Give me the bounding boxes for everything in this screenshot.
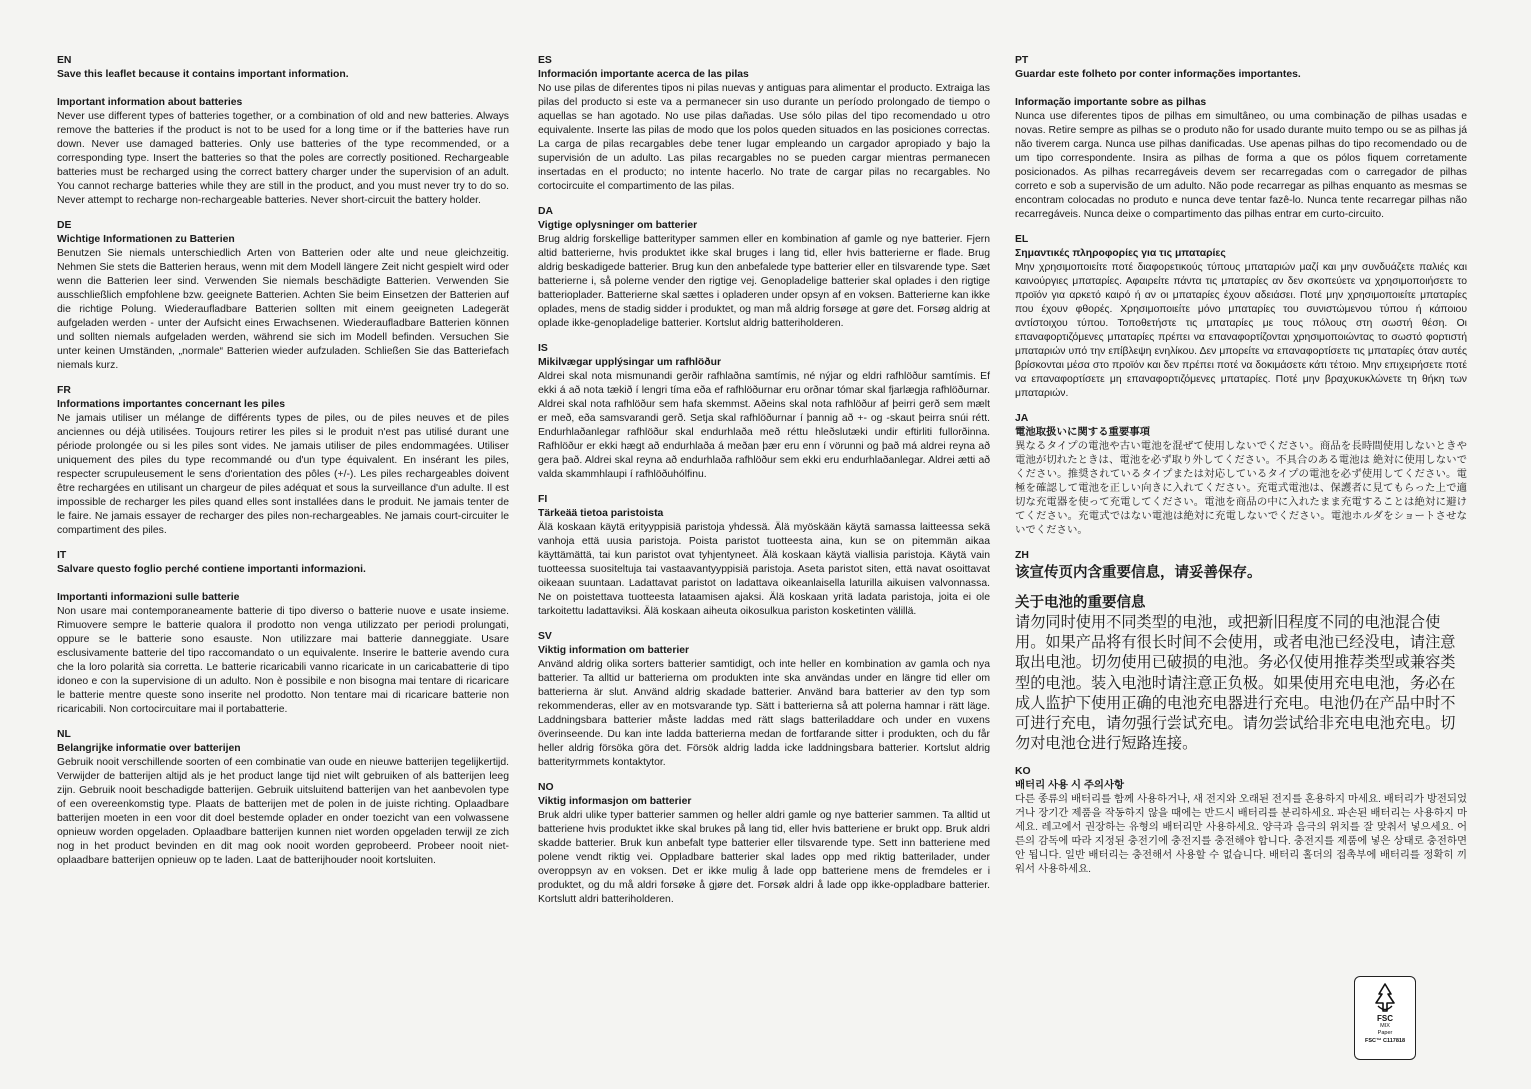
section-es	[538, 54, 990, 194]
section-heading-es: Información importante acerca de las pilas	[538, 69, 749, 80]
fsc-license-code: FSC™ C117818	[1364, 1038, 1406, 1044]
section-nl	[57, 728, 509, 868]
language-code-ko: KO	[1015, 766, 1031, 778]
section-body-is: Aldrei skal nota mismunandi gerðir rafhlaðna samtímis, né nýjar og eldri rafhlöður samtímis. Ef ekki á að nota tækið í lengri tíma eða ef rafhlöðurnar eru orðnar tómar skal fjarlægja rafhlöðurnar. Aldrei skal nota rafhlöður sem hafa skemmst. Aðeins skal nota rafhlöður af þeirri gerð sem mælt er með, eða samsvarandi gerð. Setja skal rafhlöðurnar í þannig að +- og -skaut þeirra snúi rétt. Endurhlaðanlegar rafhlöður skal endurhlaða með réttu hleðslutæki undir eftirliti fullorðinna. Rafhlöður er ekki hægt að endurhlaða á meðan þær eru enn í vörunni og það má aldrei reyna að gera það. Aldrei skal reyna að endurhlaða rafhlöður sem ekki eru endurhlaðanlegar. Aldrei ætti að valda skammhlaupi í rafhlöðuhólfinu.	[538, 371, 990, 480]
section-body-da: Brug aldrig forskellige batterityper sammen eller en kombination af gamle og nye batterier. Fjern altid batterierne, hvis produktet ikke skal bruges i lang tid, eller hvis batterierne er flade. Brug aldrig beskadigede batterier. Brug kun den anbefalede type batterier eller en tilsvarende type. Sæt batterierne i, så polerne vender den rigtige vej. Genopladelige batterier skal oplades i den rigtige batterioplader. Batterierne skal sættes i opladeren under opsyn af en voksen. Batterierne kan ikke oplades, mens de stadig sidder i produktet, og man må aldrig forsøge at gøre det. Forsøg aldrig at oplade ikke-genopladelige batterier. Kortslut aldrig batteriholderen.	[538, 234, 990, 329]
section-is	[538, 342, 990, 482]
section-body-pt: Nunca use diferentes tipos de pilhas em simultâneo, ou uma combinação de pilhas usadas e novas. Retire sempre as pilhas se o produto não for usado durante muito tempo ou se as pilhas já não tiverem carga. Nunca use pilhas danificadas. Use apenas pilhas do tipo recomendado ou de um tipo correspondente. Insira as pilhas de forma a que os pólos fiquem corretamente posicionados. As pilhas recarregáveis devem ser recarregadas com o carregador de pilhas correto e sob a supervisão de um adulto. Não pode recarregar as pilhas enquanto as mesmas se encontram colocadas no produto e nunca deve tentar fazê-lo. Nunca tente recarregar pilhas não recarregáveis. Nunca deixe o compartimento das pilhas entrar em curto-circuito.	[1015, 111, 1467, 220]
language-code-da: DA	[538, 206, 554, 217]
section-ja	[1015, 412, 1467, 538]
language-code-zh: ZH	[1015, 550, 1029, 561]
language-code-ja: JA	[1015, 413, 1029, 424]
section-heading-pt: Informação importante sobre as pilhas	[1015, 97, 1207, 108]
language-code-pt: PT	[1015, 55, 1029, 66]
column-3	[1015, 54, 1467, 888]
language-code-sv: SV	[538, 631, 552, 642]
column-1	[57, 54, 509, 879]
section-sv	[538, 630, 990, 770]
section-heading-no: Viktig informasjon om batterier	[538, 796, 692, 807]
language-code-el: EL	[1015, 234, 1029, 245]
fsc-paper: Paper	[1377, 1030, 1393, 1036]
section-heading-nl: Belangrijke informatie over batterijen	[57, 743, 241, 754]
section-body-nl: Gebruik nooit verschillende soorten of een combinatie van oude en nieuwe batterijen tegelijkertijd. Verwijder de batterijen altijd als je het product lange tijd niet wilt gebruiken of als batterijen leeg zijn. Gebruik nooit beschadigde batterijen. Gebruik uitsluitend batterijen van het aanbevolen type of een overeenkomstig type. Plaats de batterijen met de polen in de juiste richting. Oplaadbare batterijen moeten in een voor dit doel bestemde oplader en onder toezicht van een volwassene opnieuw worden opgeladen. Oplaadbare batterijen kunnen niet worden opgeladen terwijl ze zich nog in het product bevinden en dit mag ook nooit worden geprobeerd. Probeer nooit niet-oplaadbare batterijen opnieuw op te laden. Laat de batterijhouder nooit kortsluiten.	[57, 757, 509, 866]
section-fi	[538, 493, 990, 619]
fsc-logo	[1354, 976, 1416, 1060]
section-zh	[1015, 549, 1467, 754]
language-code-es: ES	[538, 55, 552, 66]
section-it	[57, 549, 509, 717]
section-body-fi: Älä koskaan käytä erityyppisiä paristoja yhdessä. Älä myöskään käytä samassa laitteessa sekä vanhoja että uusia paristoja. Poista paristot tuotteesta aina, kun se on pitemmän aikaa käyttämättä, tai kun paristot ovat tyhjentyneet. Älä koskaan käytä viallisia paristoja. Käytä vain tuotteessa suositeltuja tai vastaavantyyppisiä paristoja. Aseta paristot siten, että navat osoittavat oikeaan suuntaan. Ladattavat paristot on ladattava oikeanlaisella laturilla aikuisen valvonnassa. Ne on poistettava tuotteesta lataamisen ajaksi. Älä koskaan yritä ladata paristoja, joita ei ole tarkoitettu ladattaviksi. Älä koskaan aiheuta oikosulkua pariston kosketinten välillä.	[538, 522, 990, 617]
section-da	[538, 205, 990, 331]
section-heading-sv: Viktig information om batterier	[538, 645, 690, 656]
fsc-brand: FSC	[1377, 1014, 1393, 1023]
section-body-fr: Ne jamais utiliser un mélange de différents types de piles, ou de piles neuves et de piles anciennes ou déjà utilisées. Toujours retirer les piles si le produit n'est pas utilisé durant une période prolongée ou si les piles sont vides. Ne jamais utiliser de piles endommagées. Utiliser uniquement des piles du type recommandé ou d'un type équivalent. En insérant les piles, respecter scrupuleusement le sens d'orientation des pôles (+/-). Les piles rechargeables doivent être rechargées en utilisant un chargeur de piles adéquat et sous la surveillance d'un adulte. Il est impossible de recharger les piles quand elles sont installées dans le produit. Ne jamais tenter de le faire. Ne jamais essayer de recharger des piles non-rechargeables. Ne jamais court-circuiter le compartiment des piles.	[57, 413, 509, 536]
section-de	[57, 219, 509, 373]
fsc-mix: MIX	[1380, 1023, 1390, 1029]
section-heading-it: Importanti informazioni sulle batterie	[57, 592, 240, 603]
language-code-nl: NL	[57, 729, 71, 740]
section-heading-de: Wichtige Informationen zu Batterien	[57, 234, 235, 245]
section-heading-fi: Tärkeää tietoa paristoista	[538, 508, 664, 519]
language-code-en: EN	[57, 55, 72, 66]
section-el	[1015, 233, 1467, 401]
section-heading-zh: 关于电池的重要信息	[1015, 595, 1146, 611]
section-body-ja: 異なるタイプの電池や古い電池を混ぜて使用しないでください。商品を長時間使用しないときや電池が切れたときは、電池を必ず取り外してください。不具合のある電池は 絶対に使用しないでください。推奨されているタイプまたは対応しているタイプの電池を必ず使用してください。電極を確認して電池を正しい向きに入れてください。充電式電池は、保護者に見てもらった上で適切な充電器を使って充電してください。電池を商品の中に入れたまま充電することは絶対に避けてください。充電式ではない電池は絶対に充電しないでください。電池ホルダをショートさせないでください。	[1015, 441, 1467, 536]
section-body-no: Bruk aldri ulike typer batterier sammen og heller aldri gamle og nye batterier sammen. Ta alltid ut batteriene hvis produktet ikke skal brukes på lang tid, eller hvis batteriene er brukt opp. Bruk aldri skadde batterier. Bruk kun anbefalt type batterier eller tilsvarende type. Sett inn batteriene med polene vendt riktig vei. Oppladbare batterier skal lades opp med riktig batterilader, under overoppsyn av en voksen. Det er ikke mulig å lade opp batteriene mens de fremdeles er i produktet, og du må aldri forsøke å gjøre det. Forsøk aldri å lade opp ikke-oppladbare batterier. Kortslutt aldri batteriholderen.	[538, 810, 990, 905]
section-fr	[57, 384, 509, 538]
fsc-tree-icon	[1368, 982, 1402, 1014]
section-body-de: Benutzen Sie niemals unterschiedlich Arten von Batterien oder alte und neue gleichzeitig. Nehmen Sie stets die Batterien heraus, wenn mit dem Modell längere Zeit nicht gespielt wird oder wenn die Batterien leer sind. Verwenden Sie niemals beschädigte Batterien. Verwenden Sie ausschließlich empfohlene bzw. geeignete Batterien. Achten Sie beim Einsetzen der Batterien auf die richtige Polung. Wiederaufladbare Batterien sollten mit einem geeigneten Ladegerät aufgeladen werden - unter der Aufsicht eines Erwachsenen. Wiederaufladbare Batterien können und sollten niemals aufgeladen werden, während sie sich im Modell befinden. Versuchen Sie unter keinen Umständen, „normale“ Batterien wieder aufzuladen. Schließen Sie das Batteriefach niemals kurz.	[57, 248, 509, 371]
section-en	[57, 54, 509, 208]
section-body-el: Μην χρησιμοποιείτε ποτέ διαφορετικούς τύπους μπαταριών μαζί και μην συνδυάζετε παλιές και καινούργιες μπαταρίες. Αφαιρείτε πάντα τις μπαταρίες αν δεν σκοπεύετε να χρησιμοποιήσετε το προϊόν για αρκετό καιρό ή αν οι μπαταρίες έχουν αδειάσει. Ποτέ μην χρησιμοποιείτε μπαταρίες που έχουν φθορές. Χρησιμοποιείτε μόνο μπαταρίες του συνιστώμενου τύπου ή κάποιου αντίστοιχου τύπου. Τοποθετήστε τις μπαταρίες με τους πόλους στη σωστή θέση. Οι επαναφορτιζόμενες μπαταρίες πρέπει να επαναφορτίζονται χρησιμοποιώντας το σωστό φορτιστή μπαταριών υπό την επίβλεψη ενηλίκου. Δεν μπορείτε να επαναφορτίσετε τις μπαταρίες όταν αυτές βρίσκονται μέσα στο προϊόν και δεν πρέπει ποτέ να δοκιμάσετε κάτι τέτοιο. Μην επιχειρήσετε ποτέ να επαναφορτίσετε μη επαναφορτιζόμενες μπαταρίες. Ποτέ μην βραχυκυκλώνετε τη θήκη των μπαταριών.	[1015, 262, 1467, 399]
section-body-zh: 请勿同时使用不同类型的电池，或把新旧程度不同的电池混合使用。如果产品将有很长时间不会使用，或者电池已经没电，请注意取出电池。切勿使用已破损的电池。务必仅使用推荐类型或兼容类型的电池。装入电池时请注意正负极。如果使用充电电池，务必在成人监护下使用正确的电池充电器进行充电。电池仍在产品中时不可进行充电，请勿强行尝试充电。请勿尝试给非充电电池充电。切勿对电池仓进行短路连接。	[1015, 614, 1456, 753]
section-ko	[1015, 765, 1467, 877]
section-heading-is: Mikilvægar upplýsingar um rafhlöður	[538, 357, 722, 368]
section-body-ko: 다른 종류의 배터리를 함께 사용하거나, 새 전지와 오래된 전지를 혼용하지 마세요. 배터리가 방전되었거나 장기간 제품을 작동하지 않을 때에는 반드시 배터리를 분리하세요. 파손된 배터리는 사용하지 마세요. 레고에서 권장하는 유형의 배터리만 사용하세요. 양극과 음극의 위치를 잘 맞춰서 넣으세요. 어른의 감독에 따라 지정된 충전기에 충전지를 충전해야 합니다. 충전지를 제품에 넣은 상태로 충전하면 안 됩니다. 일반 배터리는 충전해서 사용할 수 없습니다. 배터리 홀더의 접촉부에 배터리를 정확히 끼워서 사용하세요.	[1015, 794, 1467, 876]
section-heading-fr: Informations importantes concernant les piles	[57, 399, 286, 410]
intro-note-pt: Guardar este folheto por conter informações importantes.	[1015, 69, 1301, 80]
section-heading-en: Important information about batteries	[57, 97, 243, 108]
language-code-it: IT	[57, 550, 67, 561]
section-body-it: Non usare mai contemporaneamente batterie di tipo diverso o batterie nuove e usate insieme. Rimuovere sempre le batterie qualora il prodotto non venga utilizzato per periodi prolungati, oppure se le batterie sono esauste. Non utilizzare mai batterie danneggiate. Usare esclusivamente batterie del tipo raccomandato o un equivalente. Inserire le batterie avendo cura che la loro polarità sia corretta. Le batterie ricaricabili vanno ricaricate in un caricabatterie di tipo idoneo e con la supervisione di un adulto. Non è possibile e non bisogna mai tentare di ricaricare le batterie mentre queste sono inserite nel prodotto. Non tentare mai di ricaricare batterie non ricaricabili. Non cortocircuitare mai il portabatterie.	[57, 606, 509, 715]
section-no	[538, 781, 990, 907]
intro-note-it: Salvare questo foglio perché contiene importanti informazioni.	[57, 564, 366, 575]
section-heading-da: Vigtige oplysninger om batterier	[538, 220, 698, 231]
intro-note-en: Save this leaflet because it contains important information.	[57, 69, 349, 80]
section-heading-el: Σημαντικές πληροφορίες για τις μπαταρίες	[1015, 248, 1226, 259]
language-code-no: NO	[538, 782, 554, 793]
intro-note-zh: 该宣传页内含重要信息，请妥善保存。	[1015, 565, 1262, 581]
language-code-is: IS	[538, 343, 548, 354]
language-code-fr: FR	[57, 385, 71, 396]
language-code-de: DE	[57, 220, 72, 231]
section-heading-ja: 電池取扱いに関する重要事項	[1015, 427, 1151, 438]
column-2	[538, 54, 990, 918]
section-body-en: Never use different types of batteries together, or a combination of old and new batteries. Always remove the batteries if the product is not to be used for a long time or if the batteries have run down. Never use damaged batteries. Only use batteries of the type recommended, or a corresponding type. Insert the batteries so that the poles are correctly positioned. Rechargeable batteries must be recharged using the correct battery charger under the supervision of an adult. You cannot recharge batteries while they are still in the product, and you must never try to do so. Never attempt to recharge non-rechargeable batteries. Never short-circuit the battery holder.	[57, 111, 509, 206]
section-heading-ko: 배터리 사용 시 주의사항	[1015, 780, 1125, 792]
section-body-es: No use pilas de diferentes tipos ni pilas nuevas y antiguas para alimentar el producto. Extraiga las pilas del producto si este va a permanecer sin uso durante un período prolongado de tiempo o aquellas se han agotado. No use pilas dañadas. Use sólo pilas del tipo recomendado u otro equivalente. Inserte las pilas de modo que los polos queden situados en las posiciones correctas. La carga de pilas recargables debe tener lugar empleando un cargador apropiado y bajo la supervisión de un adulto. Las pilas recargables no se pueden cargar mientras permanecen insertadas en el producto; no intente hacerlo. No trate de cargar pilas no recargables. No cortocircuite el compartimento de las pilas.	[538, 83, 990, 192]
section-pt	[1015, 54, 1467, 222]
language-code-fi: FI	[538, 494, 548, 505]
section-body-sv: Använd aldrig olika sorters batterier samtidigt, och inte heller en kombination av gamla och nya batterier. Ta alltid ur batterierna om produkten inte ska användas under en längre tid eller om batterierna är slut. Använd aldrig skadade batterier. Använd bara batterier av den typ som rekommenderas, eller av en motsvarande typ. Sätt i batterierna så att polerna hamnar i rätt läge. Laddningsbara batterier måste laddas med rätt slags batteriladdare och under en vuxens överinseende. Du kan inte ladda batterierna medan de fortfarande sitter i produkten, och du får heller aldrig försöka göra det. Försök aldrig ladda icke laddningsbara batterier. Kortslut aldrig batterityrmmets kontaktytor.	[538, 659, 990, 768]
